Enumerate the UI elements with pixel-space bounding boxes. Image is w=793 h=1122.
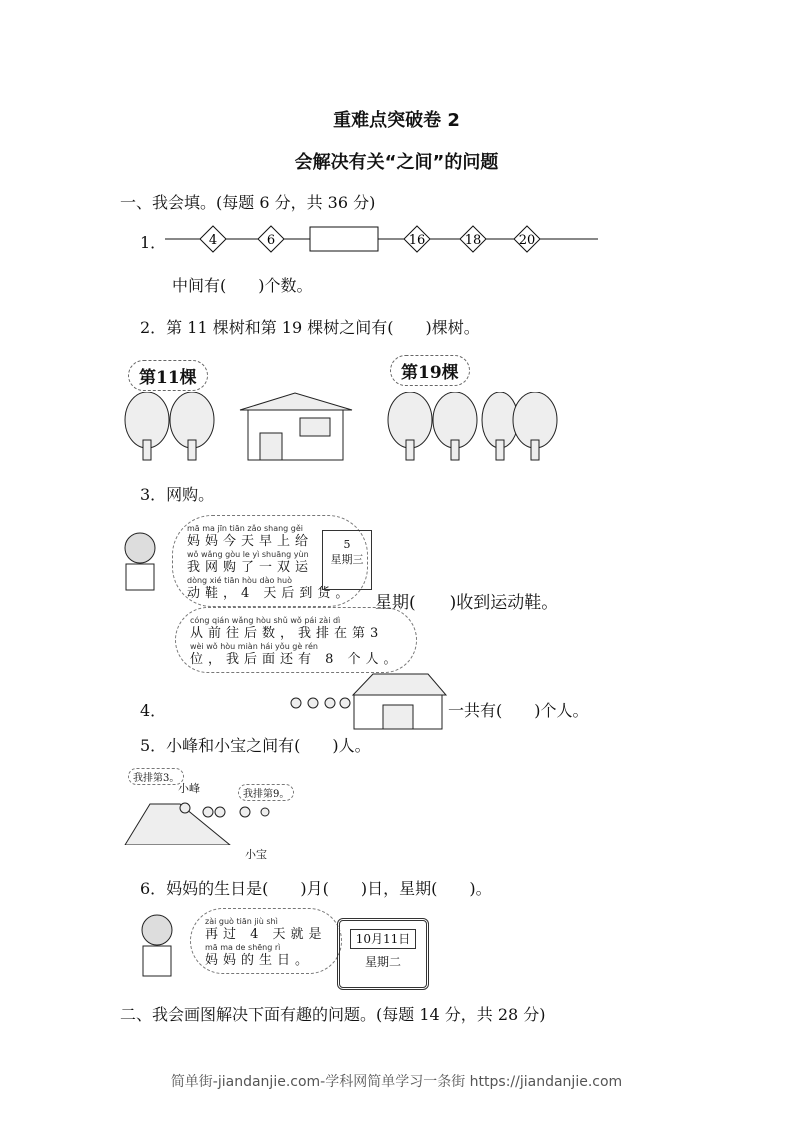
pinyin: cóng qián wǎng hòu shǔ wǒ pái zài dì — [190, 616, 341, 625]
calendar-day: 5 — [343, 538, 351, 551]
queue-and-house-illustration — [288, 672, 448, 732]
pinyin: zài guò tiān jiù shì — [205, 917, 278, 926]
q3-answer: 星期( )收到运动鞋。 — [375, 593, 559, 613]
bubble-line: 再过 4 天就是 — [205, 927, 327, 942]
q4-speech-bubble — [175, 607, 417, 673]
bubble-line: 妈妈今天早上给 — [187, 534, 314, 549]
q6-speech-bubble — [190, 908, 342, 974]
calendar-card — [322, 530, 372, 590]
q1-text: 中间有( )个数。 — [172, 276, 313, 295]
q3-text: 3．网购。 — [140, 485, 215, 504]
q5-text: 5．小峰和小宝之间有( )人。 — [140, 736, 371, 755]
q2-text: 2．第 11 棵树和第 19 棵树之间有( )棵树。 — [140, 318, 480, 337]
bubble-line: 妈妈的生日。 — [205, 953, 314, 968]
xiaobao-speech: 我排第9。 — [238, 784, 294, 801]
blank-box — [310, 227, 378, 251]
bubble-line: 我网购了一双运 — [187, 560, 314, 575]
page-title: 重难点突破卷 2 — [333, 110, 460, 131]
xiaofeng-label: 小峰 — [178, 782, 200, 795]
boy-illustration — [118, 528, 168, 593]
bubble-line: 位，我后面还有 8 个人。 — [190, 652, 402, 667]
q4-number: 4． — [140, 701, 167, 720]
pinyin: mā ma de shēng rì — [205, 943, 281, 952]
calendar-date: 10月11日 — [350, 929, 416, 949]
number-label: 18 — [464, 233, 482, 248]
xiaofeng-speech: 我排第3。 — [128, 768, 184, 785]
bubble-line: 从前往后数，我排在第3 — [190, 626, 384, 641]
label-tree-11: 第11棵 — [128, 360, 208, 391]
number-label: 6 — [266, 233, 276, 248]
trees-and-house-illustration — [120, 392, 520, 467]
pinyin: wǒ wǎng gòu le yì shuāng yùn — [187, 550, 309, 559]
section-1-heading: 一、我会填。(每题 6 分，共 36 分) — [120, 193, 376, 212]
calendar-week: 星期三 — [330, 553, 364, 566]
q4-answer: 一共有( )个人。 — [448, 701, 589, 720]
q1-number: 1． — [140, 233, 167, 252]
tree-icon — [510, 392, 560, 467]
page-subtitle: 会解决有关“之间”的问题 — [294, 152, 499, 173]
number-line — [165, 222, 600, 256]
number-label: 16 — [408, 233, 426, 248]
pinyin: wèi wǒ hòu miàn hái yǒu gè rén — [190, 642, 318, 651]
number-label: 20 — [518, 233, 536, 248]
section-2-heading: 二、我会画图解决下面有趣的问题。(每题 14 分，共 28 分) — [120, 1005, 546, 1024]
q6-text: 6．妈妈的生日是( )月( )日，星期( )。 — [140, 879, 492, 898]
pinyin: mā ma jīn tiān zǎo shang gěi — [187, 524, 304, 533]
xiaobao-label: 小宝 — [245, 848, 267, 861]
footer-watermark: 简单街-jiandanjie.com-学科网简单学习一条街 https://jiandanjie.com — [170, 1074, 623, 1090]
bubble-line: 动鞋，4 天后到货。 — [187, 586, 354, 601]
number-label: 4 — [208, 233, 218, 248]
slide-illustration — [120, 800, 270, 845]
calendar-week: 星期二 — [364, 955, 401, 969]
pinyin: dòng xié tiān hòu dào huò — [187, 576, 292, 585]
label-tree-19: 第19棵 — [390, 355, 470, 386]
birthday-calendar — [337, 918, 429, 990]
girl-illustration — [135, 910, 180, 980]
